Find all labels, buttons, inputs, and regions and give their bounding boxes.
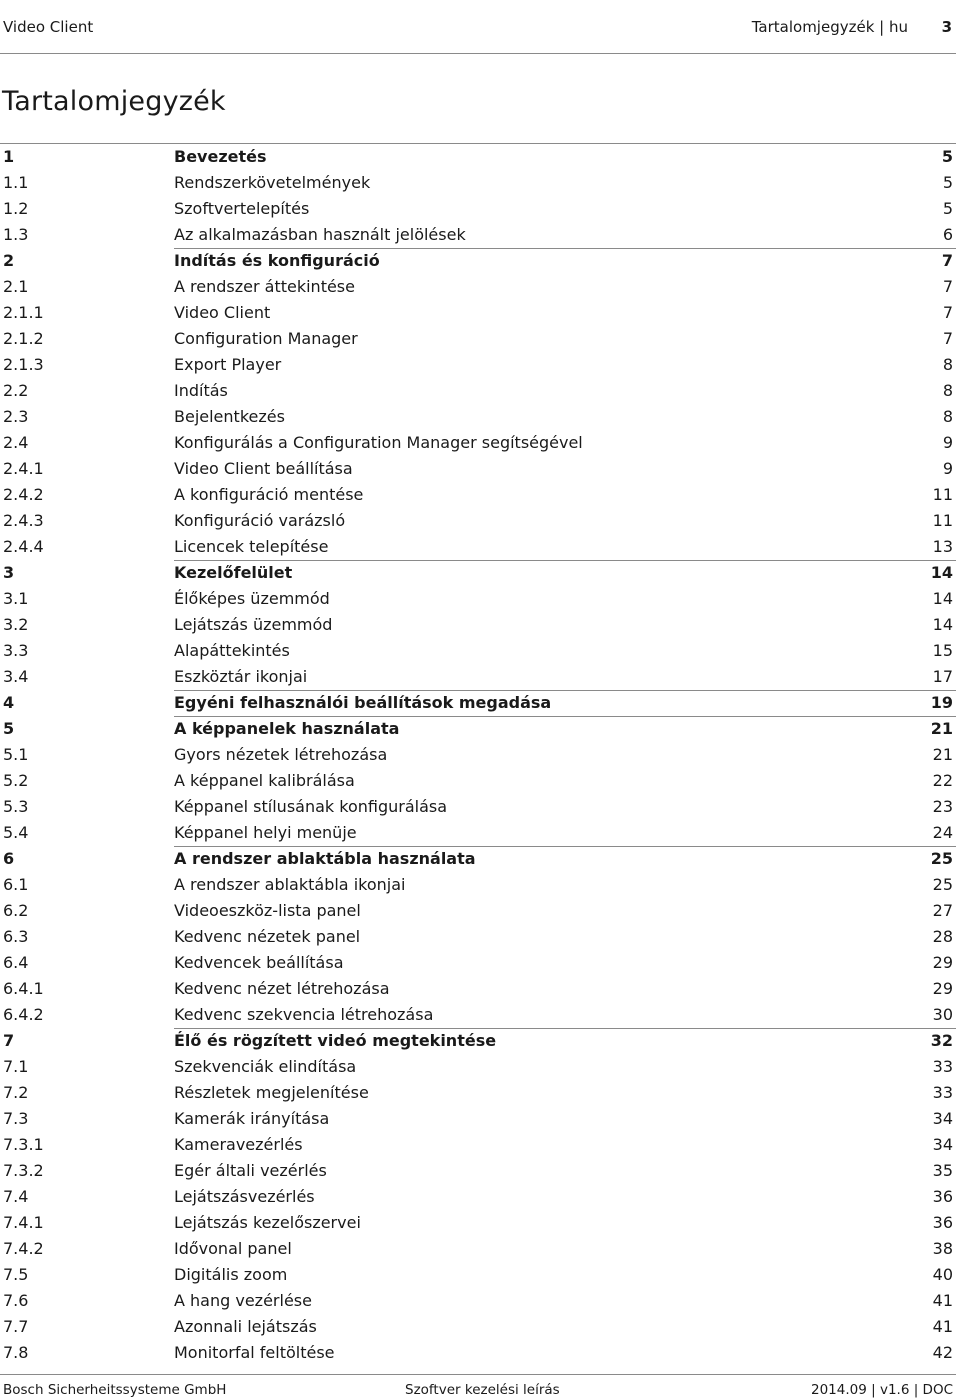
toc-entry-page[interactable]: 35	[932, 1161, 953, 1180]
toc-entry[interactable]	[0, 196, 956, 222]
toc-entry-number: 2.4.3	[3, 511, 44, 530]
toc-entry-title[interactable]: Kedvencek beállítása	[174, 953, 344, 972]
toc-entry-title[interactable]: Bejelentkezés	[174, 407, 285, 426]
toc-entry-title[interactable]: Kedvenc nézet létrehozása	[174, 979, 390, 998]
toc-chapter-entry[interactable]	[0, 1028, 956, 1054]
toc-entry-number: 7.4.1	[3, 1213, 44, 1232]
toc-chapter-entry[interactable]	[0, 144, 956, 170]
toc-entry[interactable]	[0, 1080, 956, 1106]
toc-entry-title[interactable]: Képpanel stílusának konfigurálása	[174, 797, 448, 816]
toc-entry-page[interactable]: 27	[932, 901, 953, 920]
toc-entry[interactable]	[0, 872, 956, 898]
toc-entry-title[interactable]: Konfigurálás a Configuration Manager segítségével	[174, 433, 583, 452]
toc-entry-page[interactable]: 5	[942, 199, 953, 218]
toc-entry-page[interactable]: 7	[942, 329, 953, 348]
toc-entry-title[interactable]: A hang vezérlése	[174, 1291, 312, 1310]
toc-entry-page[interactable]: 33	[932, 1057, 953, 1076]
toc-entry-title[interactable]: Egér általi vezérlés	[174, 1161, 327, 1180]
page-title: Tartalomjegyzék	[2, 86, 226, 117]
toc-entry-page[interactable]: 5	[942, 173, 953, 192]
toc-entry-page[interactable]: 7	[941, 251, 953, 270]
toc-entry-page[interactable]: 33	[932, 1083, 953, 1102]
toc-entry-number: 1	[3, 147, 15, 166]
toc-entry[interactable]	[0, 638, 956, 664]
footer-version: 2014.09 | v1.6 | DOC	[811, 1382, 953, 1398]
toc-entry-page[interactable]: 9	[942, 433, 953, 452]
toc-entry-number: 6.2	[3, 901, 29, 920]
toc-entry-title[interactable]: Kamerák irányítása	[174, 1109, 330, 1128]
toc-entry[interactable]	[0, 508, 956, 534]
toc-entry-page[interactable]: 29	[932, 979, 953, 998]
toc-entry-number: 3.3	[3, 641, 29, 660]
toc-entry-number: 4	[3, 693, 15, 712]
toc-entry-title[interactable]: Export Player	[174, 355, 282, 374]
toc-entry-page[interactable]: 41	[932, 1317, 953, 1336]
toc-chapter-entry[interactable]	[0, 716, 956, 742]
toc-entry-page[interactable]: 25	[932, 875, 953, 894]
toc-entry[interactable]	[0, 612, 956, 638]
footer-doc-type: Szoftver kezelési leírás	[405, 1382, 560, 1398]
toc-entry-title[interactable]: Konfiguráció varázsló	[174, 511, 346, 530]
toc-entry-page[interactable]: 7	[942, 277, 953, 296]
toc-entry-title[interactable]: Rendszerkövetelmények	[174, 173, 371, 192]
toc-entry-page[interactable]: 29	[932, 953, 953, 972]
toc-entry-title[interactable]: Bevezetés	[174, 147, 267, 166]
toc-entry-number: 2.4.2	[3, 485, 44, 504]
toc-entry-page[interactable]: 15	[932, 641, 953, 660]
toc-entry[interactable]	[0, 794, 956, 820]
toc-entry-title[interactable]: A képpanel kalibrálása	[174, 771, 355, 790]
toc-entry-page[interactable]: 22	[932, 771, 953, 790]
page-footer	[0, 1374, 956, 1399]
toc-entry-number: 1.3	[3, 225, 29, 244]
toc-entry-number: 6.4.1	[3, 979, 44, 998]
toc-entry-number: 2.2	[3, 381, 29, 400]
toc-entry[interactable]	[0, 820, 956, 846]
toc-entry-page[interactable]: 6	[942, 225, 953, 244]
toc-entry-number: 7.8	[3, 1343, 29, 1362]
toc-entry-title[interactable]: A rendszer ablaktábla használata	[174, 849, 476, 868]
toc-chapter-entry[interactable]	[0, 846, 956, 872]
toc-entry-number: 2.4	[3, 433, 29, 452]
toc-entry[interactable]	[0, 1262, 956, 1288]
toc-entry[interactable]	[0, 898, 956, 924]
toc-entry[interactable]	[0, 1288, 956, 1314]
toc-entry-number: 6.3	[3, 927, 29, 946]
toc-entry-title[interactable]: Lejátszás üzemmód	[174, 615, 333, 634]
toc-entry-page[interactable]: 19	[930, 693, 953, 712]
toc-entry-number: 3	[3, 563, 15, 582]
toc-entry-title[interactable]: Idővonal panel	[174, 1239, 292, 1258]
toc-entry-number: 3.1	[3, 589, 29, 608]
toc-entry-number: 1.2	[3, 199, 29, 218]
header-product: Video Client	[3, 18, 94, 36]
toc-entry-page[interactable]: 21	[930, 719, 953, 738]
toc-entry[interactable]	[0, 1054, 956, 1080]
toc-entry-title[interactable]: A konfiguráció mentése	[174, 485, 364, 504]
toc-entry[interactable]	[0, 274, 956, 300]
toc-entry-number: 5.2	[3, 771, 29, 790]
toc-entry-number: 7.6	[3, 1291, 29, 1310]
toc-entry-title[interactable]: Kezelőfelület	[174, 563, 293, 582]
toc-entry-page[interactable]: 14	[932, 589, 953, 608]
toc-entry-page[interactable]: 40	[932, 1265, 953, 1284]
toc-entry-number: 7	[3, 1031, 15, 1050]
toc-entry-number: 7.3.1	[3, 1135, 44, 1154]
toc-entry[interactable]	[0, 430, 956, 456]
toc-entry-number: 6.4	[3, 953, 29, 972]
toc-entry-page[interactable]: 24	[932, 823, 953, 842]
toc-entry-number: 3.4	[3, 667, 29, 686]
toc-chapter-entry[interactable]	[0, 248, 956, 274]
toc-entry-number: 7.4.2	[3, 1239, 44, 1258]
toc-entry-title[interactable]: Configuration Manager	[174, 329, 358, 348]
toc-entry-page[interactable]: 14	[932, 615, 953, 634]
toc-entry-number: 2	[3, 251, 15, 270]
toc-entry-title[interactable]: A rendszer ablaktábla ikonjai	[174, 875, 406, 894]
toc-entry-title[interactable]: Részletek megjelenítése	[174, 1083, 369, 1102]
toc-entry-number: 7.5	[3, 1265, 29, 1284]
toc-entry[interactable]	[0, 170, 956, 196]
toc-entry-page[interactable]: 11	[932, 485, 953, 504]
toc-entry-number: 7.4	[3, 1187, 29, 1206]
toc-entry-page[interactable]: 13	[932, 537, 953, 556]
toc-entry-page[interactable]: 32	[930, 1031, 953, 1050]
toc-entry-number: 6	[3, 849, 15, 868]
toc-entry-page[interactable]: 5	[941, 147, 953, 166]
toc-entry-title[interactable]: Indítás és konfiguráció	[174, 251, 380, 270]
toc-entry-page[interactable]: 23	[932, 797, 953, 816]
toc-entry-title[interactable]: Azonnali lejátszás	[174, 1317, 317, 1336]
toc-entry-page[interactable]: 38	[932, 1239, 953, 1258]
toc-entry-number: 2.4.4	[3, 537, 44, 556]
toc-entry-number: 6.4.2	[3, 1005, 44, 1024]
toc-entry-number: 5.3	[3, 797, 29, 816]
toc-entry-page[interactable]: 42	[932, 1343, 953, 1362]
toc-entry-number: 7.3.2	[3, 1161, 44, 1180]
toc-entry[interactable]	[0, 456, 956, 482]
toc-entry-title[interactable]: Élő és rögzített videó megtekintése	[174, 1031, 497, 1050]
page-header	[0, 0, 956, 54]
toc-entry-number: 2.1.2	[3, 329, 44, 348]
toc-entry-title[interactable]: Szoftvertelepítés	[174, 199, 310, 218]
toc-entry-page[interactable]: 8	[942, 407, 953, 426]
toc-entry-page[interactable]: 34	[932, 1109, 953, 1128]
toc-entry[interactable]	[0, 1002, 956, 1028]
toc-entry-title[interactable]: Videoeszköz-lista panel	[174, 901, 361, 920]
toc-entry[interactable]	[0, 924, 956, 950]
toc-entry[interactable]	[0, 352, 956, 378]
toc-entry[interactable]	[0, 326, 956, 352]
header-section: Tartalomjegyzék | hu	[751, 18, 908, 36]
toc-entry-title[interactable]: Video Client beállítása	[174, 459, 353, 478]
toc-entry-title[interactable]: Alapáttekintés	[174, 641, 290, 660]
toc-entry-number: 6.1	[3, 875, 29, 894]
toc-entry-page[interactable]: 17	[932, 667, 953, 686]
toc-entry-page[interactable]: 8	[942, 381, 953, 400]
toc-entry-number: 2.1.1	[3, 303, 44, 322]
toc-entry-number: 7.1	[3, 1057, 29, 1076]
footer-company: Bosch Sicherheitssysteme GmbH	[3, 1382, 227, 1398]
toc-entry-title[interactable]: Licencek telepítése	[174, 537, 329, 556]
toc-entry-number: 3.2	[3, 615, 29, 634]
toc-entry-title[interactable]: Eszköztár ikonjai	[174, 667, 308, 686]
toc-entry-title[interactable]: Indítás	[174, 381, 228, 400]
toc-entry-page[interactable]: 36	[932, 1213, 953, 1232]
toc-entry-title[interactable]: Gyors nézetek létrehozása	[174, 745, 388, 764]
toc-entry-title[interactable]: A képpanelek használata	[174, 719, 400, 738]
toc-entry[interactable]	[0, 300, 956, 326]
toc-entry-number: 2.4.1	[3, 459, 44, 478]
toc-entry-page[interactable]: 8	[942, 355, 953, 374]
toc-entry-page[interactable]: 11	[932, 511, 953, 530]
toc-entry[interactable]	[0, 664, 956, 690]
toc-entry-title[interactable]: Az alkalmazásban használt jelölések	[174, 225, 466, 244]
toc-entry-page[interactable]: 34	[932, 1135, 953, 1154]
toc-entry-title[interactable]: Kameravezérlés	[174, 1135, 303, 1154]
toc-entry-number: 7.2	[3, 1083, 29, 1102]
toc-entry[interactable]	[0, 1236, 956, 1262]
toc-entry-number: 1.1	[3, 173, 29, 192]
toc-entry[interactable]	[0, 378, 956, 404]
toc-entry-title[interactable]: Kedvenc nézetek panel	[174, 927, 361, 946]
toc-entry[interactable]	[0, 534, 956, 560]
toc-entry-number: 7.3	[3, 1109, 29, 1128]
toc-entry-page[interactable]: 7	[942, 303, 953, 322]
toc-entry-title[interactable]: Monitorfal feltöltése	[174, 1343, 335, 1362]
toc-chapter-entry[interactable]	[0, 560, 956, 586]
toc-entry-page[interactable]: 30	[932, 1005, 953, 1024]
toc-entry-number: 2.3	[3, 407, 29, 426]
toc-entry-page[interactable]: 25	[930, 849, 953, 868]
toc-entry[interactable]	[0, 1314, 956, 1340]
toc-entry-title[interactable]: Lejátszás kezelőszervei	[174, 1213, 361, 1232]
toc-entry-page[interactable]: 36	[932, 1187, 953, 1206]
toc-entry[interactable]	[0, 1340, 956, 1366]
toc-entry[interactable]	[0, 950, 956, 976]
toc-entry[interactable]	[0, 404, 956, 430]
table-of-contents	[0, 144, 956, 1366]
toc-entry[interactable]	[0, 1132, 956, 1158]
toc-entry-page[interactable]: 28	[932, 927, 953, 946]
toc-entry-title[interactable]: Video Client	[174, 303, 271, 322]
toc-entry-page[interactable]: 21	[932, 745, 953, 764]
toc-entry-number: 5.4	[3, 823, 29, 842]
toc-entry[interactable]	[0, 1158, 956, 1184]
toc-entry-number: 7.7	[3, 1317, 29, 1336]
header-page-number: 3	[941, 18, 952, 36]
toc-entry-page[interactable]: 14	[930, 563, 953, 582]
toc-entry-title[interactable]: Szekvenciák elindítása	[174, 1057, 357, 1076]
toc-entry[interactable]	[0, 482, 956, 508]
toc-entry-title[interactable]: Kedvenc szekvencia létrehozása	[174, 1005, 434, 1024]
toc-entry[interactable]	[0, 742, 956, 768]
toc-entry[interactable]	[0, 1184, 956, 1210]
toc-entry[interactable]	[0, 586, 956, 612]
toc-entry-number: 5.1	[3, 745, 29, 764]
toc-entry[interactable]	[0, 768, 956, 794]
toc-entry-page[interactable]: 9	[942, 459, 953, 478]
toc-entry-page[interactable]: 41	[932, 1291, 953, 1310]
toc-entry-title[interactable]: Képpanel helyi menüje	[174, 823, 357, 842]
toc-entry-title[interactable]: Élőképes üzemmód	[174, 589, 330, 608]
toc-entry-title[interactable]: Digitális zoom	[174, 1265, 288, 1284]
toc-entry-title[interactable]: Lejátszásvezérlés	[174, 1187, 315, 1206]
toc-entry-number: 5	[3, 719, 15, 738]
toc-entry[interactable]	[0, 1106, 956, 1132]
toc-entry[interactable]	[0, 1210, 956, 1236]
toc-entry-title[interactable]: A rendszer áttekintése	[174, 277, 355, 296]
toc-chapter-entry[interactable]	[0, 690, 956, 716]
toc-entry-title[interactable]: Egyéni felhasználói beállítások megadása	[174, 693, 552, 712]
toc-entry[interactable]	[0, 222, 956, 248]
toc-entry[interactable]	[0, 976, 956, 1002]
toc-entry-number: 2.1	[3, 277, 29, 296]
toc-entry-number: 2.1.3	[3, 355, 44, 374]
